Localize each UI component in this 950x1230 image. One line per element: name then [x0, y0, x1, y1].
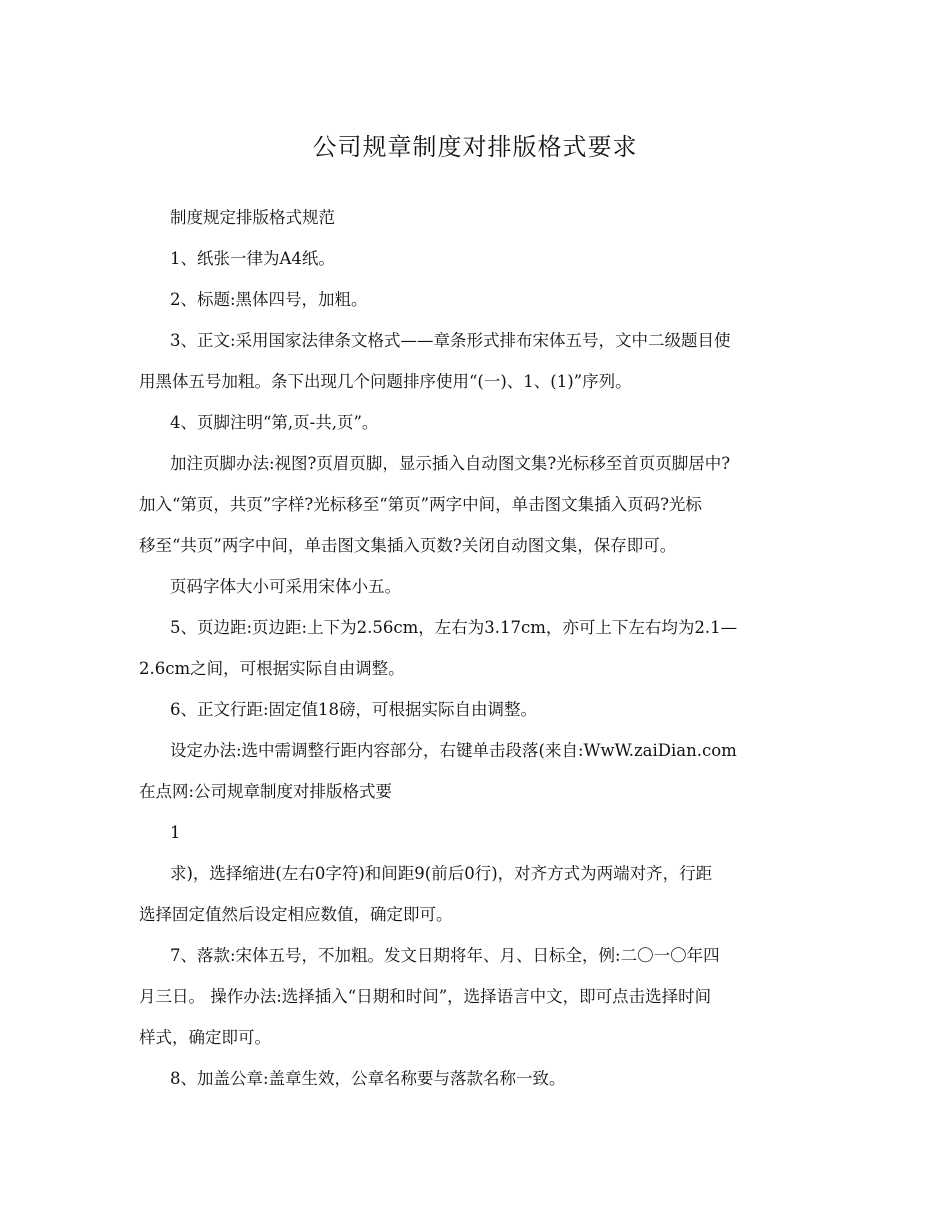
body-line: 8、加盖公章:盖章生效，公章名称要与落款名称一致。	[170, 1069, 566, 1088]
body-line: 6、正文行距:固定值18磅，可根据实际自由调整。	[170, 700, 538, 719]
body-line: 在点网:公司规章制度对排版格式要	[139, 782, 393, 801]
body-line: 3、正文:采用国家法律条文格式——章条形式排布宋体五号，文中二级题目使	[170, 331, 731, 350]
body-line: 加入“第页，共页”字样?光标移至“第页”两字中间，单击图文集插入页码?光标	[139, 495, 702, 514]
document-body	[139, 197, 814, 1099]
body-line: 求)，选择缩进(左右0字符)和间距9(前后0行)，对齐方式为两端对齐，行距	[170, 864, 713, 883]
page-number: 1	[170, 823, 181, 842]
body-line: 用黑体五号加粗。条下出现几个问题排序使用“(一)、1、(1)”序列。	[139, 372, 632, 391]
body-line: 2.6cm之间，可根据实际自由调整。	[139, 659, 405, 678]
body-line: 4、页脚注明“第,页-共,页”。	[170, 413, 379, 432]
body-line: 页码字体大小可采用宋体小五。	[170, 577, 401, 596]
body-line: 2、标题:黑体四号，加粗。	[170, 290, 368, 309]
body-line: 加注页脚办法:视图?页眉页脚，显示插入自动图文集?光标移至首页页脚居中?	[170, 454, 731, 473]
document-title: 公司规章制度对排版格式要求	[312, 133, 638, 161]
body-line: 选择固定值然后设定相应数值，确定即可。	[139, 905, 453, 924]
body-line: 1、纸张一律为A4纸。	[170, 249, 335, 268]
body-line: 移至“共页”两字中间，单击图文集插入页数?关闭自动图文集，保存即可。	[139, 536, 677, 555]
body-line: 月三日。 操作办法:选择插入“日期和时间”，选择语言中文，即可点击选择时间	[139, 987, 712, 1006]
body-line: 制度规定排版格式规范	[170, 208, 335, 227]
body-line: 样式，确定即可。	[139, 1028, 271, 1047]
body-line: 设定办法:选中需调整行距内容部分，右键单击段落(来自:WwW.zaiDian.com	[170, 741, 737, 760]
body-line: 7、落款:宋体五号，不加粗。发文日期将年、月、日标全，例:二〇一〇年四	[170, 946, 720, 965]
body-line: 5、页边距:页边距:上下为2.56cm，左右为3.17cm，亦可上下左右均为2.1—	[170, 618, 738, 637]
